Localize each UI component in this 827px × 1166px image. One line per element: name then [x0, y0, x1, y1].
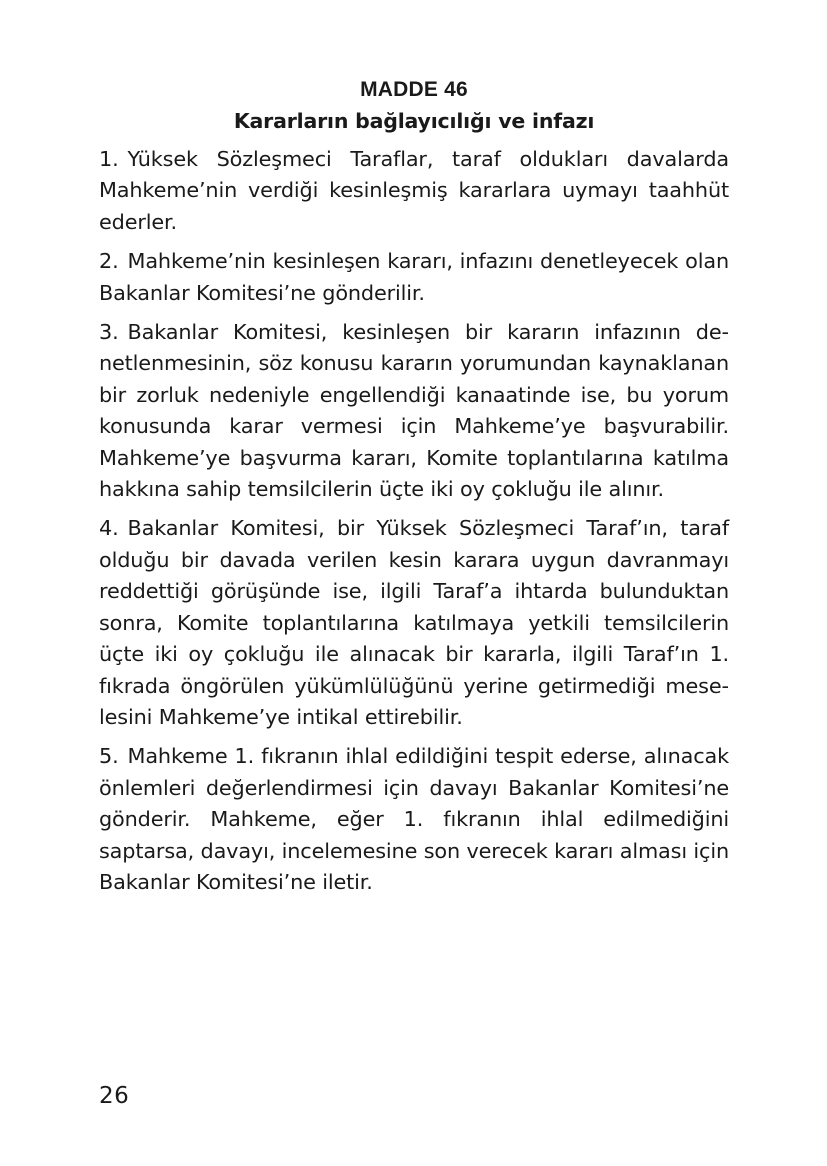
paragraph-number: 5. — [99, 744, 119, 769]
page-number: 26 — [99, 1083, 130, 1109]
paragraph-number: 3. — [99, 320, 119, 345]
paragraph-text: Yüksek Sözleşmeci Taraflar, taraf oldukları davalarda Mahkeme’nin verdiği kesinleşmiş kararlara uymayı taahhüt ederler. — [99, 147, 729, 234]
paragraph-5 — [99, 741, 729, 898]
paragraph-number: 1. — [99, 147, 119, 171]
paragraph-number: 4. — [99, 516, 119, 541]
paragraph-text: Mahkeme 1. fıkranın ihlal edildiğini tespit ederse, alınacak önlemleri değerlendirmesi için davayı Bakanlar Komitesi’ne gönderir. Mahkeme, eğer 1. fıkranın ihlal edilmediğini saptarsa, davayı, incelemesine son verecek kararı alması için Bakanlar Komitesi’ne iletir. — [99, 744, 729, 894]
paragraph-3 — [99, 317, 729, 505]
page-body — [99, 76, 729, 906]
article-number: MADDE 46 — [360, 78, 468, 101]
article-title: Kararların bağlayıcılığı ve infazı — [233, 109, 595, 133]
paragraph-1 — [99, 144, 729, 238]
paragraph-text: Bakanlar Komitesi, kesinleşen bir kararın infazının denetlenmesinin, söz konusu kararın yorumundan kaynaklanan bir zorluk nedeniyle engellendiği kanaatinde ise, bu yorum konusunda karar vermesi için Mahkeme’ye başvurabilir. Mahkeme’ye başvurma kararı, Komite toplantılarına katılma hakkına sahip temsilcilerin üçte iki oy çokluğu ile alınır. — [99, 320, 729, 502]
paragraph-number: 2. — [99, 249, 119, 274]
paragraph-text: Mahkeme’nin kesinleşen kararı, infazını denetleyecek olan Bakanlar Komitesi’ne gönderilir. — [99, 249, 729, 305]
paragraph-4 — [99, 513, 729, 733]
paragraph-2 — [99, 246, 729, 309]
paragraph-text: Bakanlar Komitesi, bir Yüksek Sözleşmeci Taraf’ın, taraf olduğu bir davada verilen kesin karara uygun davranmayı reddettiği görüşünde ise, ilgili Taraf’a ihtarda bulunduktan sonra, Komite toplantılarına katılmaya yetkili temsilcilerin üçte iki oy çokluğu ile alınacak bir kararla, ilgili Taraf’ın 1. fıkrada öngörülen yükümlülüğünü yerine getirmediği meselesini Mahkeme’ye intikal ettirebilir. — [99, 516, 729, 729]
